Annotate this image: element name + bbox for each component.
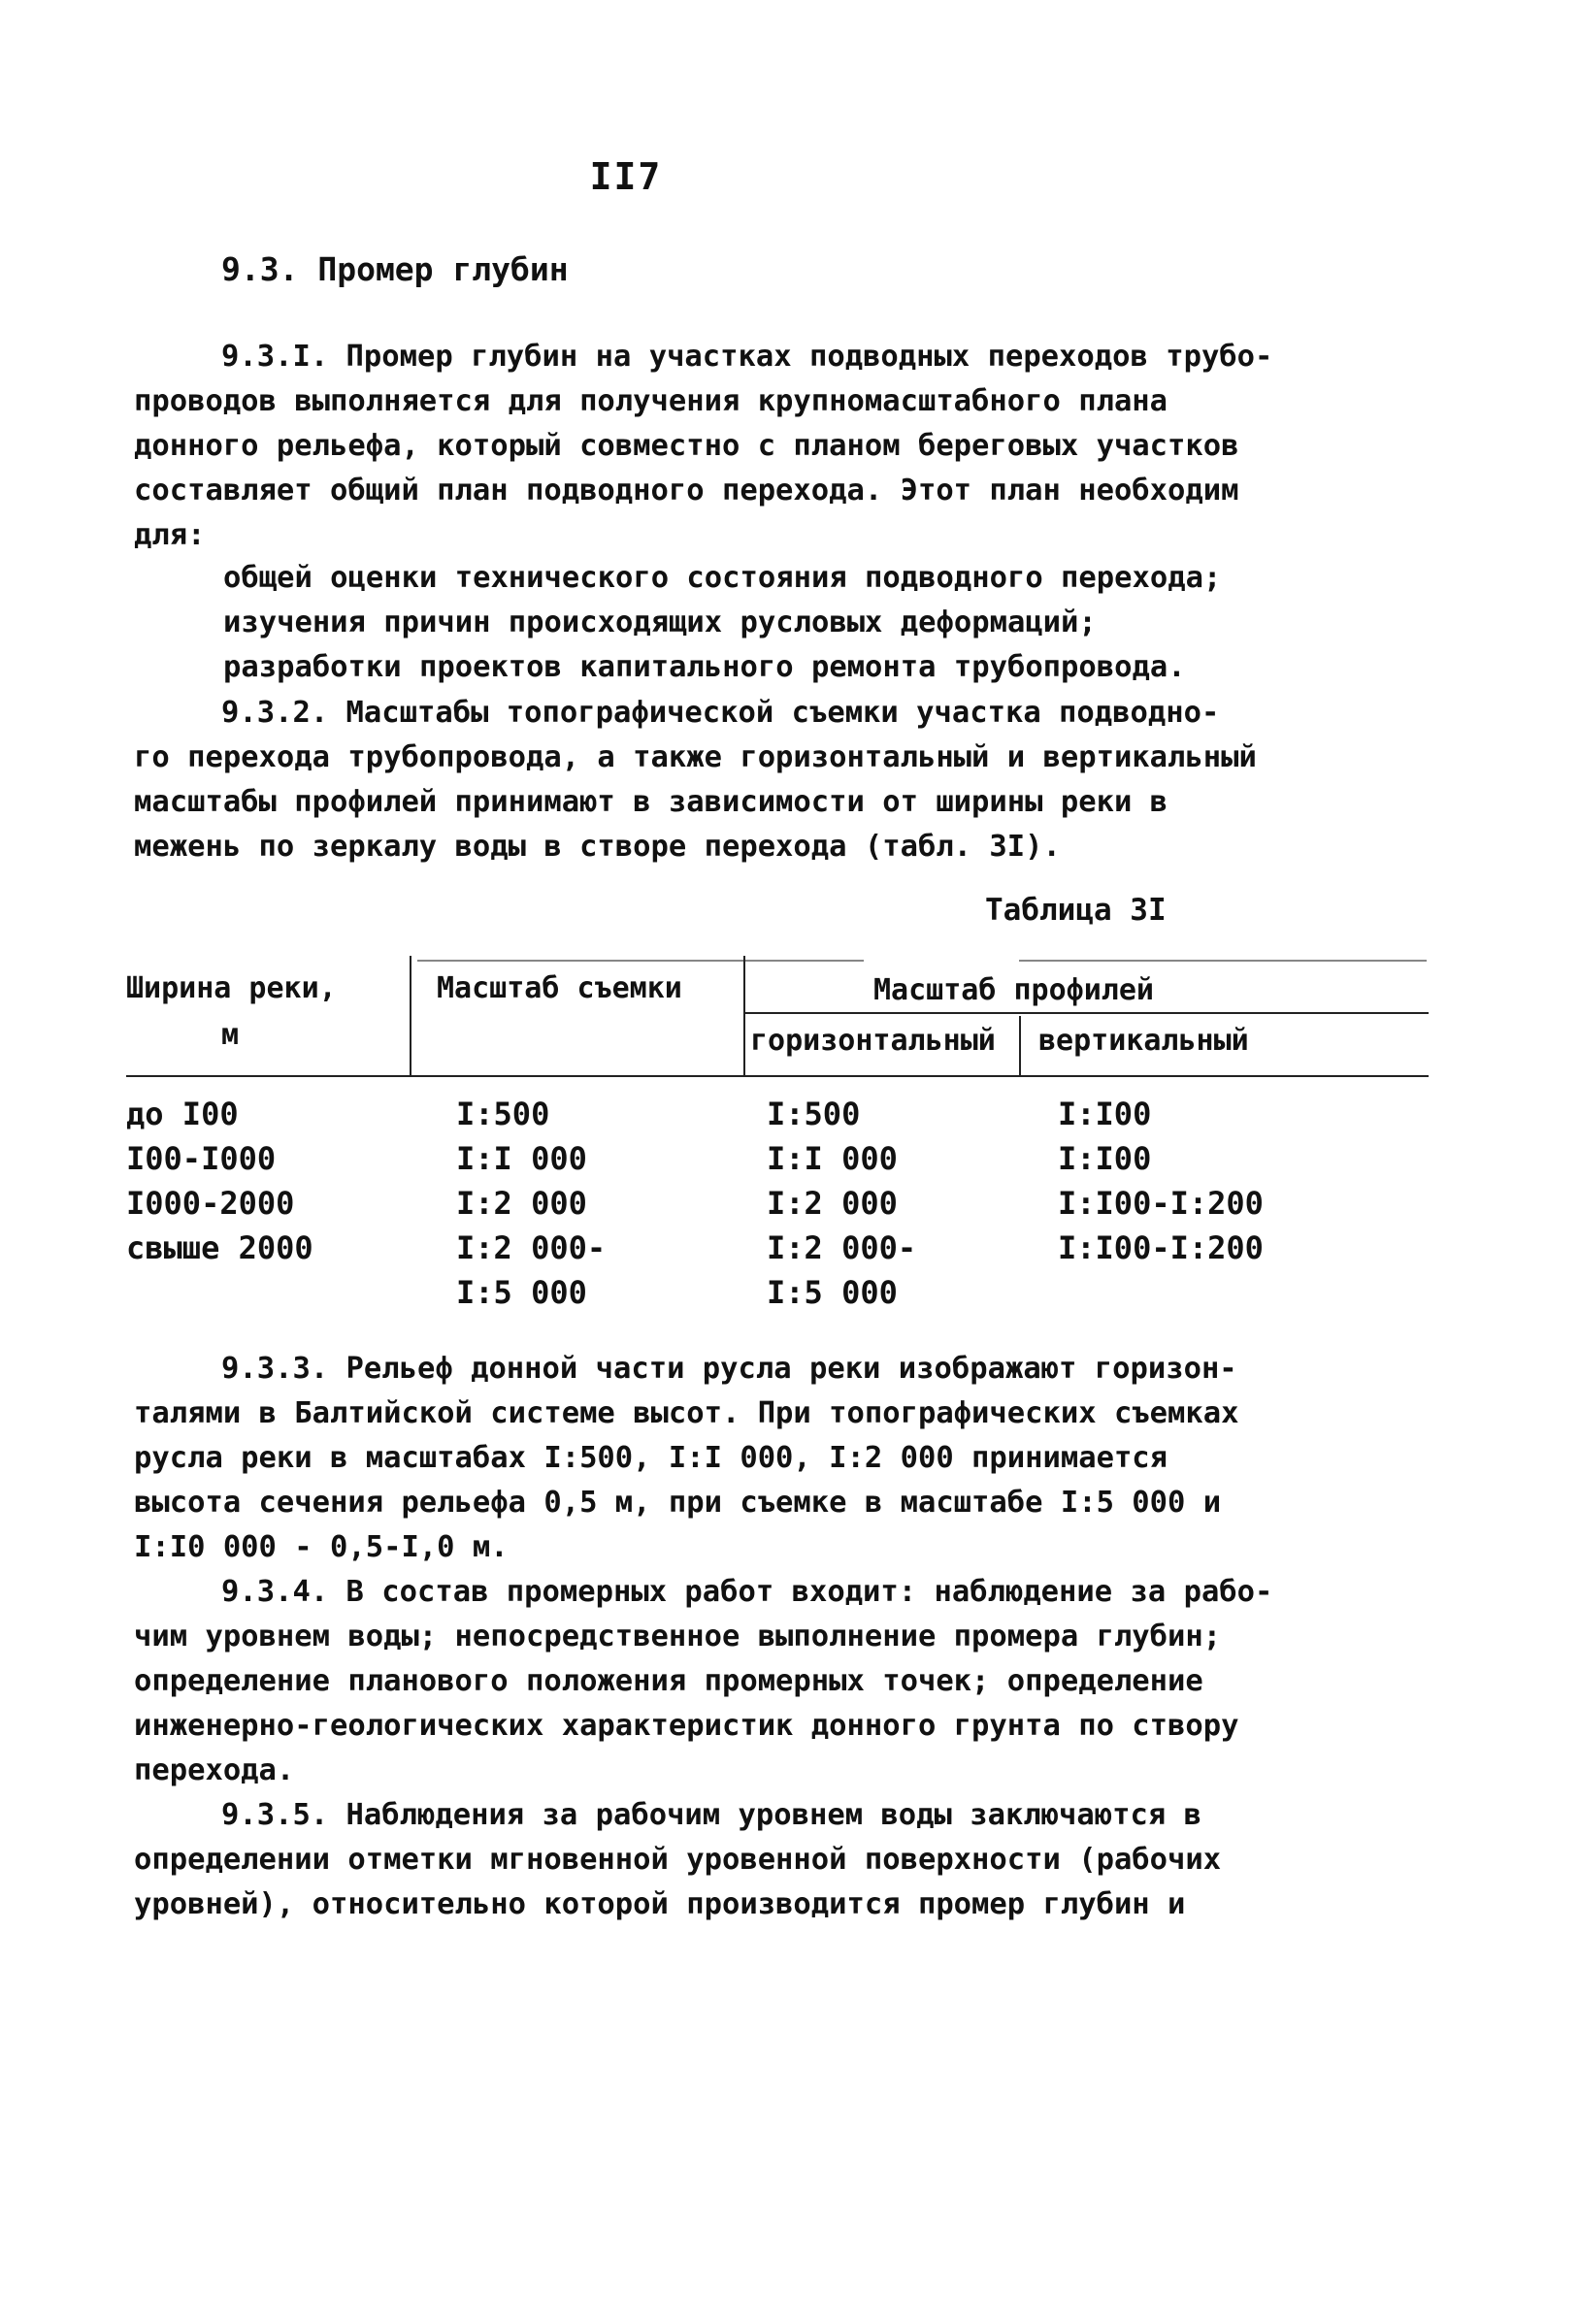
list-item: разработки проектов капитального ремонта трубопровода. <box>223 650 1186 684</box>
table-top-rule <box>1019 960 1427 962</box>
text-line: талями в Балтийской системе высот. При топографических съемках <box>134 1396 1239 1430</box>
paragraph-9-3-3 <box>134 1347 1318 1570</box>
text-line: перехода. <box>134 1753 295 1787</box>
cell-width: I000-2000 <box>126 1185 295 1222</box>
cell-vertical: I:I00-I:200 <box>1058 1229 1264 1266</box>
cell-vertical: I:I00 <box>1058 1140 1152 1177</box>
cell-horizontal: I:5 000 <box>767 1274 898 1311</box>
text-line: для: <box>134 518 206 552</box>
cell-width: до I00 <box>126 1096 239 1132</box>
table-col-divider <box>743 956 745 1077</box>
text-line: определении отметки мгновенной уровенной поверхности (рабочих <box>134 1843 1222 1877</box>
table-caption: Таблица 3I <box>985 893 1167 928</box>
cell-horizontal: I:I 000 <box>767 1140 898 1177</box>
text-line: 9.3.4. В состав промерных работ входит: наблюдение за рабо- <box>221 1575 1273 1609</box>
cell-vertical: I:I00-I:200 <box>1058 1185 1264 1222</box>
text-line: уровней), относительно которой производится промер глубин и <box>134 1887 1186 1921</box>
paragraph-9-3-1 <box>134 335 1318 558</box>
table-col-divider <box>1019 1016 1021 1077</box>
cell-horizontal: I:500 <box>767 1096 861 1132</box>
page-number: II7 <box>589 155 663 198</box>
text-line: русла реки в масштабах I:500, I:I 000, I:2 000 принимается <box>134 1441 1168 1475</box>
cell-horizontal: I:2 000- <box>767 1229 917 1266</box>
table-top-rule <box>417 960 864 962</box>
text-line: инженерно-геологических характеристик донного грунта по створу <box>134 1709 1239 1743</box>
header-vertical: вертикальный <box>1038 1024 1249 1058</box>
text-line: I:I0 000 - 0,5-I,0 м. <box>134 1530 509 1564</box>
header-profile-scale: Масштаб профилей <box>873 973 1154 1007</box>
text-line: 9.3.3. Рельеф донной части русла реки изображают горизон- <box>221 1352 1237 1386</box>
cell-survey: I:5 000 <box>456 1274 587 1311</box>
cell-survey: I:2 000 <box>456 1185 587 1222</box>
text-line: межень по зеркалу воды в створе перехода (табл. 3I). <box>134 830 1061 864</box>
cell-horizontal: I:2 000 <box>767 1185 898 1222</box>
cell-vertical: I:I00 <box>1058 1096 1152 1132</box>
header-river-width-unit: м <box>221 1018 240 1052</box>
cell-width: I00-I000 <box>126 1140 277 1177</box>
table-group-rule <box>743 1012 1429 1014</box>
text-line: масштабы профилей принимают в зависимости от ширины реки в <box>134 785 1168 819</box>
header-survey-scale: Масштаб съемки <box>437 971 682 1005</box>
paragraph-9-3-2 <box>134 691 1318 869</box>
table-col-divider <box>410 956 411 1077</box>
text-line: 9.3.5. Наблюдения за рабочим уровнем воды заключаются в <box>221 1798 1201 1832</box>
scale-table <box>126 956 1310 1315</box>
cell-survey: I:I 000 <box>456 1140 587 1177</box>
text-line: 9.3.2. Масштабы топографической съемки участка подводно- <box>221 696 1220 730</box>
text-line: высота сечения рельефа 0,5 м, при съемке в масштабе I:5 000 и <box>134 1486 1222 1520</box>
text-line: донного рельефа, который совместно с планом береговых участков <box>134 429 1239 463</box>
paragraph-9-3-4 <box>134 1570 1318 1793</box>
cell-survey: I:500 <box>456 1096 550 1132</box>
text-line: го перехода трубопровода, а также горизонтальный и вертикальный <box>134 740 1257 774</box>
cell-survey: I:2 000- <box>456 1229 607 1266</box>
text-line: проводов выполняется для получения крупномасштабного плана <box>134 384 1168 418</box>
section-heading: 9.3. Промер глубин <box>221 250 569 288</box>
text-line: составляет общий план подводного перехода. Этот план необходим <box>134 474 1239 507</box>
text-line: чим уровнем воды; непосредственное выполнение промера глубин; <box>134 1620 1222 1653</box>
text-line: определение планового положения промерных точек; определение <box>134 1664 1203 1698</box>
list-item: общей оценки технического состояния подводного перехода; <box>223 561 1222 595</box>
paragraph-9-3-5 <box>134 1793 1318 1927</box>
header-horizontal: горизонтальный <box>750 1024 996 1058</box>
table-header-rule <box>126 1075 1429 1077</box>
text-line: 9.3.I. Промер глубин на участках подводных переходов трубо- <box>221 340 1273 374</box>
cell-width: свыше 2000 <box>126 1229 313 1266</box>
header-river-width: Ширина реки, <box>126 971 337 1005</box>
list-item: изучения причин происходящих русловых деформаций; <box>223 606 1097 639</box>
